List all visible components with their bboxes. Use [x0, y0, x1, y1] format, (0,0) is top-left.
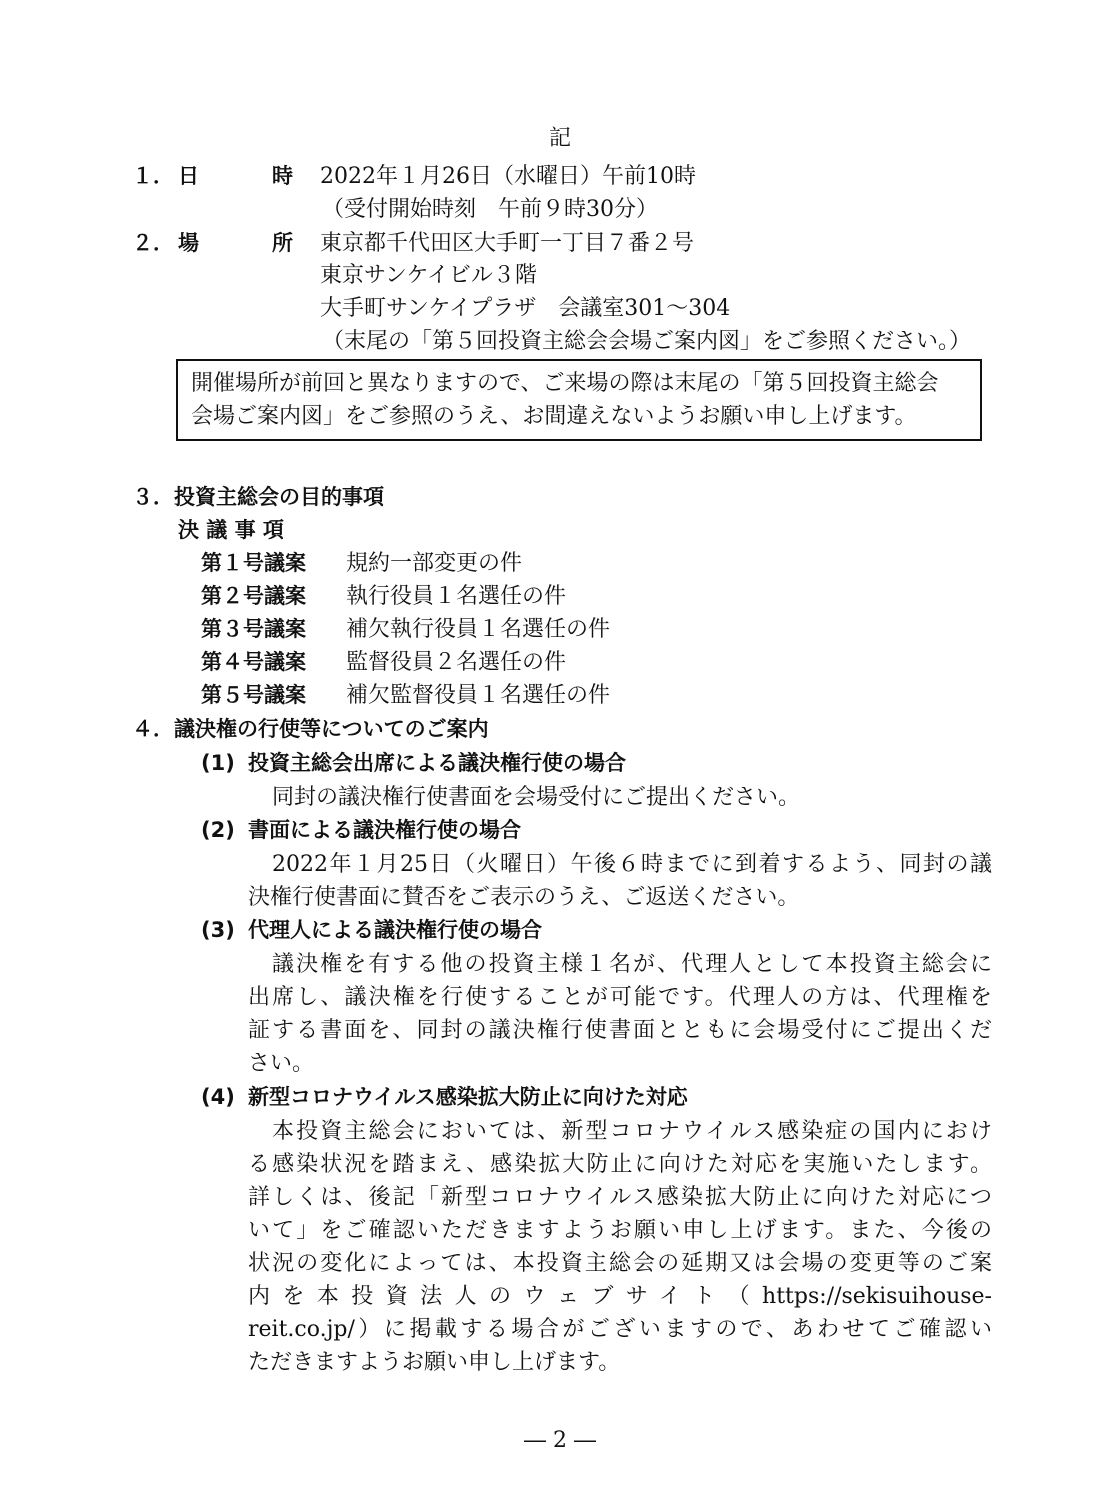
sub4-title: 新型コロナウイルス感染拡大防止に向けた対応: [248, 1085, 688, 1109]
notice-line-2: 会場ご案内図」をご参照のうえ、お間違えないようお願い申し上げます。: [191, 404, 917, 429]
sub1-number: (1): [201, 751, 235, 775]
sub4-number: (4): [201, 1085, 235, 1109]
sub3-line-3: 証する書面を、同封の議決権行使書面とともに会場受付にご提出くだ: [248, 1018, 992, 1043]
section1-label-a: 日: [178, 164, 199, 188]
sub4-line-4: いて」をご確認いただきますようお願い申し上げます。また、今後の: [248, 1218, 992, 1243]
sub4-line-2: る感染状況を踏まえ、感染拡大防止に向けた対応を実施いたします。: [248, 1152, 992, 1177]
sub3-line-1: 議決権を有する他の投資主様１名が、代理人として本投資主総会に: [272, 952, 992, 977]
section1-datetime: 2022年１月26日（水曜日）午前10時: [320, 164, 696, 189]
section2-address: 東京都千代田区大手町一丁目７番２号: [320, 231, 695, 256]
sub2-line-1: 2022年１月25日（火曜日）午後６時までに到着するよう、同封の議: [272, 852, 992, 877]
sub4-line-5: 状況の変化によっては、本投資主総会の延期又は会場の変更等のご案: [248, 1251, 992, 1276]
sub2-title: 書面による議決権行使の場合: [248, 818, 521, 842]
sub4-line-7: reit.co.jp/）に掲載する場合がございますので、あわせてご確認い: [248, 1317, 992, 1342]
section1-reception-time: （受付開始時刻 午前９時30分）: [322, 197, 658, 222]
agenda-item-4-label: 第４号議案: [201, 650, 306, 674]
agenda-item-3-text: 補欠執行役員１名選任の件: [346, 617, 611, 642]
section-heading: 記: [549, 126, 572, 151]
section4-title: ４．議決権の行使等についてのご案内: [132, 717, 489, 741]
agenda-item-1-text: 規約一部変更の件: [346, 551, 523, 576]
agenda-item-2-text: 執行役員１名選任の件: [346, 584, 567, 609]
sub3-line-2: 出席し、議決権を行使することが可能です。代理人の方は、代理権を: [248, 985, 992, 1010]
section1-label-b: 時: [272, 164, 293, 188]
sub4-line-6: 内を本投資法人のウェブサイト（https://sekisuihouse-: [248, 1284, 992, 1309]
sub4-line-1: 本投資主総会においては、新型コロナウイルス感染症の国内におけ: [272, 1119, 992, 1144]
agenda-item-1-label: 第１号議案: [201, 551, 306, 575]
sub1-title: 投資主総会出席による議決権行使の場合: [248, 751, 626, 775]
section2-label-a: 場: [178, 231, 199, 255]
agenda-item-5-text: 補欠監督役員１名選任の件: [346, 683, 611, 708]
section2-map-note: （末尾の「第５回投資主総会会場ご案内図」をご参照ください。）: [322, 329, 972, 354]
agenda-item-2-label: 第２号議案: [201, 584, 306, 608]
section2-number: ２．: [132, 231, 174, 255]
agenda-item-3-label: 第３号議案: [201, 617, 306, 641]
section2-label-b: 所: [272, 231, 293, 255]
section2-room: 大手町サンケイプラザ 会議室301～304: [320, 296, 731, 321]
sub3-number: (3): [201, 918, 235, 942]
sub2-number: (2): [201, 818, 235, 842]
section1-number: １．: [132, 164, 174, 188]
section2-building: 東京サンケイビル３階: [320, 263, 537, 288]
agenda-item-5-label: 第５号議案: [201, 683, 306, 707]
notice-line-1: 開催場所が前回と異なりますので、ご来場の際は末尾の「第５回投資主総会: [191, 371, 939, 396]
page-number: ― 2 ―: [524, 1428, 596, 1453]
agenda-item-4-text: 監督役員２名選任の件: [346, 650, 567, 675]
section3-subheading: 決 議 事 項: [178, 518, 284, 542]
sub4-line-8: ただきますようお願い申し上げます。: [248, 1350, 621, 1375]
sub3-title: 代理人による議決権行使の場合: [248, 918, 542, 942]
sub1-line-1: 同封の議決権行使書面を会場受付にご提出ください。: [272, 785, 801, 810]
sub2-line-2: 決権行使書面に賛否をご表示のうえ、ご返送ください。: [248, 885, 800, 910]
sub4-line-3: 詳しくは、後記「新型コロナウイルス感染拡大防止に向けた対応につ: [248, 1185, 992, 1210]
sub3-line-4: さい。: [248, 1051, 315, 1076]
section3-title: ３．投資主総会の目的事項: [132, 485, 384, 509]
